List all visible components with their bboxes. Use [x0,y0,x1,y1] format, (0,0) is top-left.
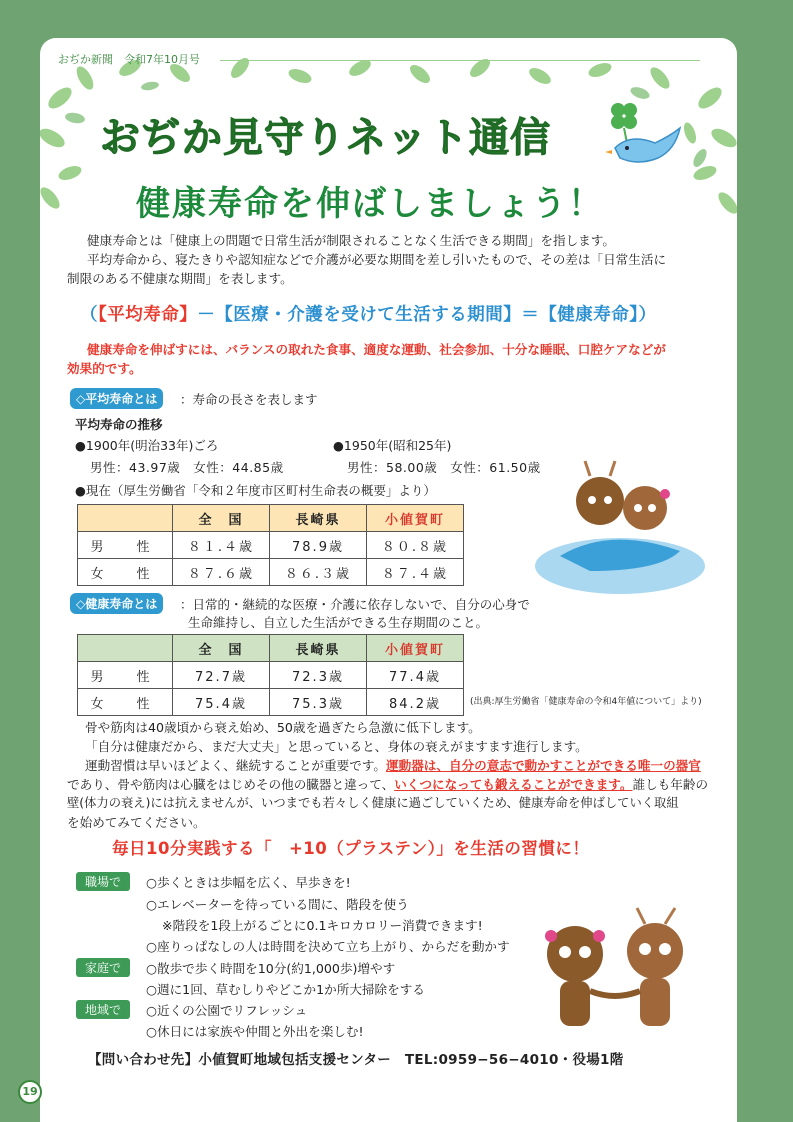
table-row [78,689,464,716]
tag-at-home: 家庭で [76,958,130,977]
mascot-deer-pair-illustration [515,906,705,1041]
year-1950-values: 男性：58.00歳 女性：61.50歳 [347,460,541,475]
formula-avg: 【平均寿命】 [98,305,198,325]
mascot-deer-dolphin-illustration [530,456,705,596]
contact-info: 【問い合わせ先】小値賀町地域包括支援センター TEL:0959−56−4010・役場1階 [88,1052,624,1068]
table-row [78,662,464,689]
bird-clover-icon [600,98,690,173]
healthy-desc-1: ：日常的・継続的な医療・介護に依存しないで、自分の心身で [180,597,530,612]
cell: ８７.４歳 [367,559,464,586]
page-subtitle: 健康寿命を伸ばしましょう！ [136,184,604,224]
tag-in-community: 地域で [76,1000,130,1019]
list-item: ○エレベーターを待っている間に、階段を使う [146,897,409,912]
list-item: ○休日には家族や仲間と外出を楽しむ! [146,1024,364,1039]
table-row [78,559,464,586]
row-male: 男 性 [78,532,173,559]
cell: 78.9歳 [270,532,367,559]
col-ojika: 小値賀町 [367,635,464,662]
cell: 77.4歳 [367,662,464,689]
body-line-3a: 運動習慣は早いほどよく、継続することが重要です。 [85,758,386,773]
table-row [78,532,464,559]
list-item: ○散歩で歩く時間を10分(約1,000歩)増やす [146,961,396,976]
health-formula [80,301,657,326]
intro-line-1: 健康寿命とは「健康上の問題で日常生活が制限されることなく生活できる期間」を指します。 [87,233,615,248]
healthy-lifespan-tag: ◇健康寿命とは [70,593,163,614]
avg-lifespan-desc: ：寿命の長さを表します [180,392,318,407]
cell: 84.2歳 [367,689,464,716]
body-line-5: 壁(体力の衰え)には抗えませんが、いつまでも若々しく健康に過ごしていくため、健康寿命を伸ばしていく取組 [67,796,679,810]
newsletter-page [40,38,737,1122]
cell: ８６.３歳 [270,559,367,586]
year-1900-values: 男性：43.97歳 女性：44.85歳 [90,460,284,475]
list-item: ○週に1回、草むしりやどこか1か所大掃除をする [146,982,425,997]
col-nagasaki: 長崎県 [270,635,367,662]
newsletter-header: おぢか新聞 令和7年10月号 [58,53,200,66]
cell: 75.3歳 [270,689,367,716]
avg-lifespan-table [77,504,464,586]
catchphrase: 毎日10分実践する「 +10（プラステン）」を生活の習慣に！ [112,839,590,858]
body-line-6: を始めてみてください。 [67,815,206,830]
cell: ８０.８歳 [367,532,464,559]
body-line-3b: 運動器は、自分の意志で動かすことができる唯一の器官 [386,758,701,773]
table-header-row [78,505,464,532]
current-source: ●現在（厚生労働省「令和２年度市区町村生命表の概要」より） [75,483,436,498]
body-line-4c: 誰しも年齢の [632,777,709,792]
body-line-4a: であり、骨や筋肉は心臓をはじめその他の臓器と違って、 [67,777,395,792]
row-female: 女 性 [78,559,173,586]
col-national: 全 国 [173,505,270,532]
advice-line-2: 効果的です。 [67,361,142,376]
avg-trend-title: 平均寿命の推移 [75,417,163,432]
formula-eq: ＝ [521,305,540,325]
body-line-1: 骨や筋肉は40歳頃から衰え始め、50歳を過ぎたら急激に低下します。 [85,720,481,735]
intro-line-2: 平均寿命から、寝たきりや認知症などで介護が必要な期間を差し引いたもので、その差は「日常生活に [87,252,667,267]
advice-line-1: 健康寿命を伸ばすには、バランスの取れた食事、適度な運動、社会参加、十分な睡眠、口腔ケアなどが [87,342,666,357]
row-male: 男 性 [78,662,173,689]
healthy-desc-2: 生命維持し、自立した生活ができる生存期間のこと。 [188,615,489,630]
body-line-3 [67,756,701,775]
col-national: 全 国 [173,635,270,662]
row-female: 女 性 [78,689,173,716]
list-item: ○歩くときは歩幅を広く、早歩きを! [146,875,351,890]
formula-healthy: 【健康寿命】 [539,305,639,325]
table-header-row [78,635,464,662]
body-line-4b: いくつになっても鍛えることができます。 [394,777,633,792]
healthy-lifespan-table [77,634,464,716]
table-corner [78,635,173,662]
list-item-note: ※階段を1段上がるごとに0.1キロカロリー消費できます! [162,918,483,933]
col-nagasaki: 長崎県 [270,505,367,532]
formula-minus: － [197,305,216,325]
header-divider [220,60,700,61]
body-line-2: 「自分は健康だから、まだ大丈夫」と思っていると、身体の衰えがますます進行します。 [85,739,588,754]
formula-open: （ [80,305,98,325]
tag-at-work: 職場で [76,872,130,891]
page-title: おぢか見守りネット通信 [100,115,551,161]
cell: 72.3歳 [270,662,367,689]
cell: 75.4歳 [173,689,270,716]
formula-close: ） [638,305,657,325]
list-item: ○座りっぱなしの人は時間を決めて立ち上がり、からだを動かす [146,939,510,954]
cell: ８１.４歳 [173,532,270,559]
table-corner [78,505,173,532]
list-item: ○近くの公園でリフレッシュ [146,1003,308,1018]
cell: 72.7歳 [173,662,270,689]
formula-care: 【医療・介護を受けて生活する期間】 [215,305,522,325]
col-ojika: 小値賀町 [367,505,464,532]
body-line-4 [67,775,708,794]
year-1950: ●1950年(昭和25年) [333,438,452,453]
avg-lifespan-tag: ◇平均寿命とは [70,388,163,409]
cell: ８７.６歳 [173,559,270,586]
intro-line-3: 制限のある不健康な期間」を表します。 [67,271,293,286]
source-note: (出典:厚生労働省「健康寿命の令和4年値について」より) [470,697,702,707]
year-1900: ●1900年(明治33年)ごろ [75,438,219,453]
page-number: 19 [18,1080,42,1104]
